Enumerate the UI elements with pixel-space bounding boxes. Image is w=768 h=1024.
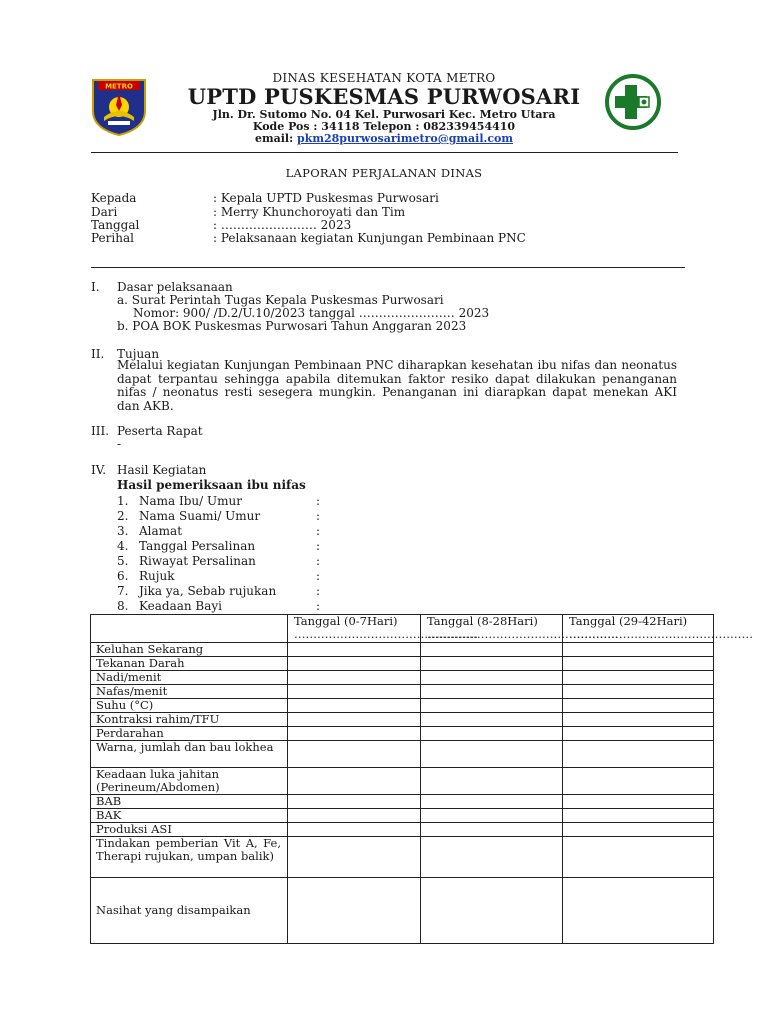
table-cell[interactable] — [288, 713, 421, 727]
table-cell[interactable] — [288, 657, 421, 671]
table-cell[interactable] — [563, 727, 714, 741]
table-cell[interactable] — [563, 643, 714, 657]
row-label: Kontraksi rahim/TFU — [91, 713, 288, 727]
table-cell[interactable] — [563, 671, 714, 685]
row-label: BAK — [91, 809, 288, 823]
table-cell[interactable] — [421, 809, 563, 823]
meta-label-kepada: Kepada — [91, 191, 137, 205]
item-2-number: 2. — [117, 509, 129, 523]
table-cell[interactable] — [421, 823, 563, 837]
table-row — [91, 671, 714, 685]
row-label: Tekanan Darah — [91, 657, 288, 671]
table-cell[interactable] — [421, 685, 563, 699]
column-date-dots: ………………………………………….. — [427, 627, 619, 641]
section2-body: Melalui kegiatan Kunjungan Pembinaan PNC diharapkan kesehatan ibu nifas dan neonatus dapat terpantau sehingga apabila ditemukan faktor resiko dapat dilakukan penanganan nifas / neonatus resti sesegera mungkin. Penanganan ini diarapkan dapat menekan AKI dan AKB. — [117, 358, 677, 413]
email-line — [0, 132, 768, 145]
table-cell[interactable] — [421, 878, 563, 944]
postal-phone: Kode Pos : 34118 Telepon : 082339454410 — [252, 120, 516, 133]
table-row — [91, 741, 714, 768]
item-3-number: 3. — [117, 524, 129, 538]
row-label: Keadaan luka jahitan (Perineum/Abdomen) — [91, 768, 288, 795]
table-cell[interactable] — [288, 741, 421, 768]
table-row — [91, 727, 714, 741]
item-6-number: 6. — [117, 569, 129, 583]
table-cell[interactable] — [288, 671, 421, 685]
item-7-label: Jika ya, Sebab rujukan — [139, 584, 277, 598]
column-date-dots: ………………………………………… — [569, 627, 753, 641]
item-6-colon: : — [316, 569, 321, 583]
column-title: Tanggal (8-28Hari) — [427, 614, 538, 628]
table-row — [91, 685, 714, 699]
section1-item-a: a. Surat Perintah Tugas Kepala Puskesmas Purwosari — [117, 293, 444, 307]
table-cell[interactable] — [421, 699, 563, 713]
section3-number: III. — [91, 424, 110, 438]
table-cell[interactable] — [288, 685, 421, 699]
table-cell[interactable] — [563, 657, 714, 671]
section1-item-b: b. POA BOK Puskesmas Purwosari Tahun Anggaran 2023 — [117, 319, 467, 333]
meta-value-kepada: : Kepala UPTD Puskesmas Purwosari — [213, 191, 439, 205]
table-row — [91, 657, 714, 671]
section1-title: Dasar pelaksanaan — [117, 280, 233, 294]
column-title: Tanggal (29-42Hari) — [569, 614, 688, 628]
agency-name: DINAS KESEHATAN KOTA METRO — [272, 71, 496, 85]
section1-item-a-number: Nomor: 900/ /D.2/U.10/2023 tanggal …………………… 2023 — [133, 306, 490, 320]
item-7-number: 7. — [117, 584, 129, 598]
section4-number: IV. — [91, 463, 107, 477]
table-row — [91, 768, 714, 795]
item-3-label: Alamat — [139, 524, 183, 538]
table-cell[interactable] — [288, 795, 421, 809]
table-cell[interactable] — [288, 768, 421, 795]
column-header — [421, 614, 619, 643]
table-row — [91, 713, 714, 727]
table-row — [91, 699, 714, 713]
item-1-colon: : — [316, 494, 321, 508]
document-title: LAPORAN PERJALANAN DINAS — [285, 166, 483, 180]
table-cell[interactable] — [288, 809, 421, 823]
item-5-label: Riwayat Persalinan — [139, 554, 256, 568]
meta-divider — [91, 267, 685, 268]
item-2-colon: : — [316, 509, 321, 523]
item-3-colon: : — [316, 524, 321, 538]
row-label: Warna, jumlah dan bau lokhea — [91, 741, 288, 768]
table-cell[interactable] — [421, 727, 563, 741]
city-logo-text: METRO — [105, 82, 133, 91]
table-cell[interactable] — [421, 741, 563, 768]
section2-title: Tujuan — [117, 347, 160, 361]
column-header — [563, 614, 753, 643]
email-link[interactable]: pkm28purwosarimetro@gmail.com — [297, 132, 514, 145]
item-6-label: Rujuk — [139, 569, 175, 583]
row-label: Nafas/menit — [91, 685, 288, 699]
table-row — [91, 643, 714, 657]
table-cell[interactable] — [563, 685, 714, 699]
section4-subtitle: Hasil pemeriksaan ibu nifas — [117, 478, 306, 492]
table-cell[interactable] — [563, 713, 714, 727]
table-row — [91, 878, 714, 944]
row-label: Keluhan Sekarang — [91, 643, 288, 657]
table-cell[interactable] — [563, 699, 714, 713]
meta-label-dari: Dari — [91, 205, 118, 219]
meta-value-tanggal: : …………………… 2023 — [213, 218, 352, 232]
section3-dash: - — [117, 437, 122, 451]
table-cell[interactable] — [421, 643, 563, 657]
item-8-colon: : — [316, 599, 321, 613]
table-cell[interactable] — [563, 837, 714, 878]
table-cell[interactable] — [563, 823, 714, 837]
column-title: Tanggal (0-7Hari) — [294, 614, 398, 628]
table-cell[interactable] — [288, 878, 421, 944]
item-5-colon: : — [316, 554, 321, 568]
table-cell[interactable] — [421, 795, 563, 809]
row-label: Produksi ASI — [91, 823, 288, 837]
table-cell[interactable] — [288, 643, 421, 657]
table-row — [91, 837, 714, 878]
row-label: BAB — [91, 795, 288, 809]
table-cell[interactable] — [421, 837, 563, 878]
table-cell[interactable] — [288, 727, 421, 741]
column-header — [288, 614, 478, 643]
item-1-number: 1. — [117, 494, 129, 508]
section4-title: Hasil Kegiatan — [117, 463, 207, 477]
item-1-label: Nama Ibu/ Umur — [139, 494, 242, 508]
table-cell[interactable] — [563, 795, 714, 809]
email-label: email: — [254, 132, 297, 145]
meta-value-perihal: : Pelaksanaan kegiatan Kunjungan Pembinaan PNC — [213, 231, 526, 245]
table-row — [91, 823, 714, 837]
column-date-dots: ………………………………………… — [294, 627, 478, 641]
item-4-number: 4. — [117, 539, 129, 553]
row-label: Perdarahan — [91, 727, 288, 741]
item-5-number: 5. — [117, 554, 129, 568]
row-label: Nadi/menit — [91, 671, 288, 685]
table-cell[interactable] — [288, 837, 421, 878]
row-label: Nasihat yang disampaikan — [91, 878, 288, 944]
table-cell[interactable] — [563, 768, 714, 795]
item-8-number: 8. — [117, 599, 129, 613]
header-empty-cell — [91, 615, 288, 643]
item-4-colon: : — [316, 539, 321, 553]
row-label: Suhu (°C) — [91, 699, 288, 713]
table-cell[interactable] — [288, 699, 421, 713]
item-4-label: Tanggal Persalinan — [139, 539, 256, 553]
table-header-row — [91, 615, 714, 643]
table-cell[interactable] — [421, 671, 563, 685]
meta-value-dari: : Merry Khunchoroyati dan Tim — [213, 205, 406, 219]
item-7-colon: : — [316, 584, 321, 598]
examination-table — [90, 614, 753, 944]
meta-label-tanggal: Tanggal — [91, 218, 140, 232]
table-cell[interactable] — [421, 713, 563, 727]
item-2-label: Nama Suami/ Umur — [139, 509, 261, 523]
section3-title: Peserta Rapat — [117, 424, 203, 438]
table-row — [91, 809, 714, 823]
header-divider — [91, 152, 678, 153]
row-label: Tindakan pemberian Vit A, Fe, Therapi rujukan, umpan balik) — [91, 837, 288, 878]
item-8-label: Keadaan Bayi — [139, 599, 223, 613]
table-row — [91, 795, 714, 809]
table-cell[interactable] — [421, 768, 563, 795]
section2-number: II. — [91, 347, 105, 361]
address: Jln. Dr. Sutomo No. 04 Kel. Purwosari Kec. Metro Utara — [212, 108, 556, 121]
institution-name: UPTD PUSKESMAS PURWOSARI — [187, 84, 581, 109]
section1-number: I. — [91, 280, 100, 294]
table-cell[interactable] — [563, 878, 714, 944]
table-cell[interactable] — [421, 657, 563, 671]
table-cell[interactable] — [563, 741, 714, 768]
table-cell[interactable] — [288, 823, 421, 837]
table-cell[interactable] — [563, 809, 714, 823]
meta-label-perihal: Perihal — [91, 231, 134, 245]
